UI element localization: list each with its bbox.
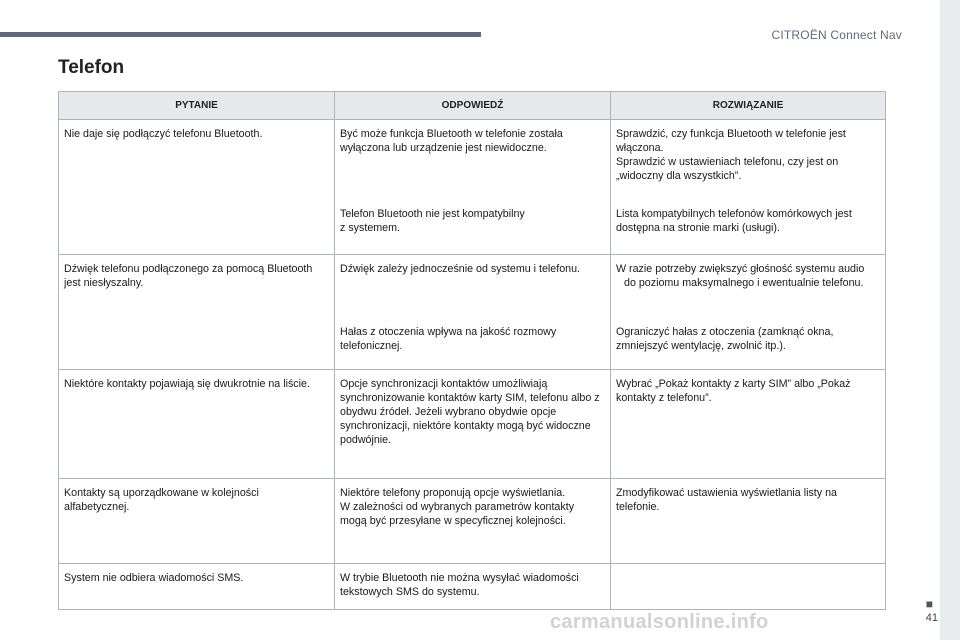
table-row — [59, 120, 886, 200]
answer-cell — [335, 200, 611, 255]
question-cell: Dźwięk telefonu podłączonego za pomocą Bluetooth jest niesłyszalny. — [59, 255, 335, 370]
solution-cell — [611, 255, 886, 318]
table-row — [59, 479, 886, 564]
side-strip — [940, 0, 960, 640]
question-cell: Niektóre kontakty pojawiają się dwukrotnie na liście. — [59, 370, 335, 479]
solution-cell: Zmodyfikować ustawienia wyświetlania listy na telefonie. — [611, 479, 886, 564]
brand-label: CITROËN Connect Nav — [771, 28, 902, 42]
answer-cell: Hałas z otoczenia wpływa na jakość rozmowy telefonicznej. — [335, 318, 611, 370]
answer-cell: Być może funkcja Bluetooth w telefonie została wyłączona lub urządzenie jest niewidoczne. — [335, 120, 611, 200]
solution-line: Sprawdzić, czy funkcja Bluetooth w telefonie jest włączona. — [616, 128, 846, 154]
column-header-question: PYTANIE — [59, 92, 335, 120]
solution-cell: Ograniczyć hałas z otoczenia (zamknąć okna, zmniejszyć wentylację, zwolnić itp.). — [611, 318, 886, 370]
page-title: Telefon — [58, 57, 125, 78]
watermark-text: carmanualsonline.info — [550, 611, 769, 633]
question-cell: Nie daje się podłączyć telefonu Bluetooth. — [59, 120, 335, 255]
faq-table — [58, 91, 886, 610]
table-header-row — [59, 92, 886, 120]
column-header-answer: ODPOWIEDŹ — [335, 92, 611, 120]
header-rule — [0, 32, 481, 37]
table-row — [59, 255, 886, 318]
solution-cell — [611, 120, 886, 200]
answer-cell: W trybie Bluetooth nie można wysyłać wiadomości tekstowych SMS do systemu. — [335, 564, 611, 610]
solution-line: Sprawdzić w ustawieniach telefonu, czy jest on „widoczny dla wszystkich”. — [616, 156, 839, 182]
solution-cell: Wybrać „Pokaż kontakty z karty SIM” albo „Pokaż kontakty z telefonu”. — [611, 370, 886, 479]
answer-line: Niektóre telefony proponują opcje wyświetlania. — [340, 487, 566, 499]
answer-line: z systemem. — [340, 221, 400, 234]
question-cell: System nie odbiera wiadomości SMS. — [59, 564, 335, 610]
answer-cell — [335, 479, 611, 564]
solution-text: W razie potrzeby zwiększyć głośność systemu audio do poziomu maksymalnego i ewentualnie telefonu. — [616, 263, 865, 289]
answer-cell: Dźwięk zależy jednocześnie od systemu i telefonu. — [335, 255, 611, 318]
answer-cell: Opcje synchronizacji kontaktów umożliwiają synchronizowanie kontaktów karty SIM, telefonu albo z obydwu źródeł. Jeżeli wybrano obydwie opcje synchronizacji, niektóre kontakty mogą być widoczne podwójnie. — [335, 370, 611, 479]
solution-cell: Lista kompatybilnych telefonów komórkowych jest dostępna na stronie marki (usługi). — [611, 200, 886, 255]
question-cell: Kontakty są uporządkowane w kolejności alfabetycznej. — [59, 479, 335, 564]
answer-line: Telefon Bluetooth nie jest kompatybilny — [340, 207, 525, 220]
solution-cell — [611, 564, 886, 610]
table-row — [59, 370, 886, 479]
table-row — [59, 564, 886, 610]
page-number: 41 — [925, 612, 938, 624]
column-header-solution: ROZWIĄZANIE — [611, 92, 886, 120]
page-marker-icon: ■ — [925, 597, 933, 611]
answer-line: W zależności od wybranych parametrów kontakty mogą być przesyłane w specyficznej kolejności. — [340, 501, 575, 527]
